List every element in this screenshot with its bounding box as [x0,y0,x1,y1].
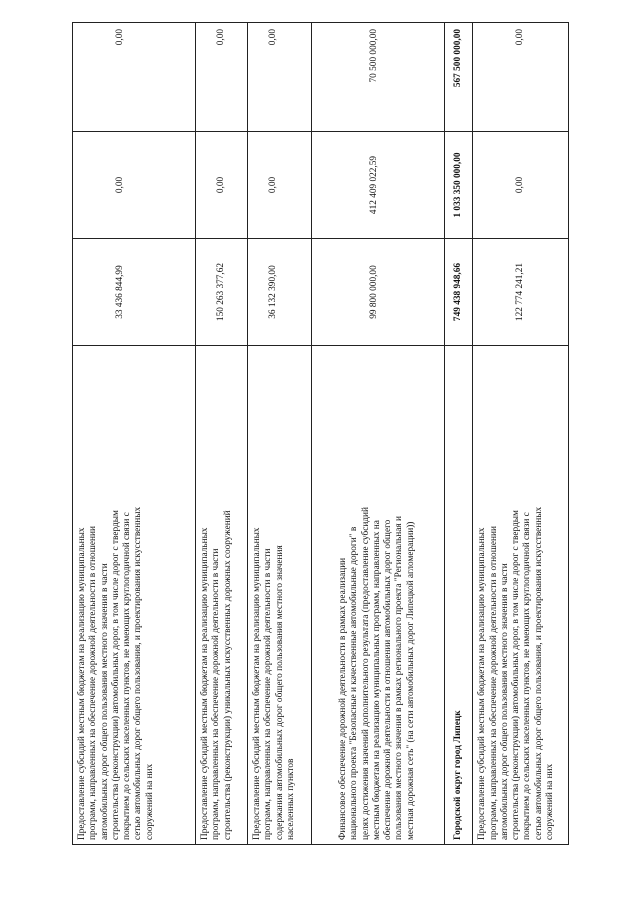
table-row [248,23,312,845]
amount-cell: 0,00 [73,132,196,239]
table-row [196,23,248,845]
amount-cell: 36 132 390,00 [248,239,312,346]
row-description: Предоставление субсидий местным бюджетам на реализацию муниципальных программ, направленных на обеспечение дорожной деятельности в отношении автомобильных дорог общего пользования местного значения в части строительства (реконструкции) автомобильных дорог, в том числе дорог с твердым покрытием до сельских населенных пунктов, не имеющих круглогодичной связи с сетью автомобильных дорог общего пользования, и проектирования искусственных сооружений на них [473,346,569,845]
total-row [445,23,473,845]
table-row [73,23,196,845]
amount-cell: 412 409 022,59 [312,132,445,239]
amount-cell: 0,00 [248,132,312,239]
amount-cell: 0,00 [473,132,569,239]
total-amount: 1 033 350 000,00 [445,132,473,239]
row-description: Предоставление субсидий местным бюджетам на реализацию муниципальных программ, направленных на обеспечение дорожной деятельности в отношении автомобильных дорог общего пользования местного значения в части строительства (реконструкции) автомобильных дорог, в том числе дорог с твердым покрытием до сельских населенных пунктов, не имеющих круглогодичной связи с сетью автомобильных дорог общего пользования, и проектирования искусственных сооружений на них [73,346,196,845]
amount-cell: 122 774 241,21 [473,239,569,346]
row-description: Предоставление субсидий местным бюджетам на реализацию муниципальных программ, направленных на обеспечение дорожной деятельности в части строительства (реконструкции) уникальных искусственных дорожных сооружений [196,346,248,845]
table-row [312,23,445,845]
amount-cell: 0,00 [473,23,569,132]
amount-cell: 150 263 377,62 [196,239,248,346]
total-amount: 567 500 000,00 [445,23,473,132]
amount-cell: 99 800 000,00 [312,239,445,346]
table-row [473,23,569,845]
amount-cell: 0,00 [196,132,248,239]
amount-cell: 0,00 [248,23,312,132]
amount-cell: 0,00 [196,23,248,132]
row-description: Предоставление субсидий местным бюджетам на реализацию муниципальных программ, направленных на обеспечение дорожной деятельности в части содержания автомобильных дорог общего пользования местного значения населенных пунктов [248,346,312,845]
rotated-page [72,29,567,845]
budget-table [72,22,569,845]
amount-cell: 0,00 [73,23,196,132]
amount-cell: 70 500 000,00 [312,23,445,132]
total-label: Городской округ город Липецк [445,346,473,845]
row-description: Финансовое обеспечение дорожной деятельности в рамках реализации национального проекта "Безопасные и качественные автомобильные дороги" в целях достижения значений дополнительного результата (предоставление субсидий местным бюджетам на реализацию муниципальных программ, направленных на обеспечение дорожной деятельности в отношении автомобильных дорог общего пользования местного значения в рамках регионального проекта "Региональная и местная дорожная сеть" (на сети автомобильных дорог Липецкой агломерации)) [312,346,445,845]
amount-cell: 33 436 844,99 [73,239,196,346]
total-amount: 749 438 948,66 [445,239,473,346]
